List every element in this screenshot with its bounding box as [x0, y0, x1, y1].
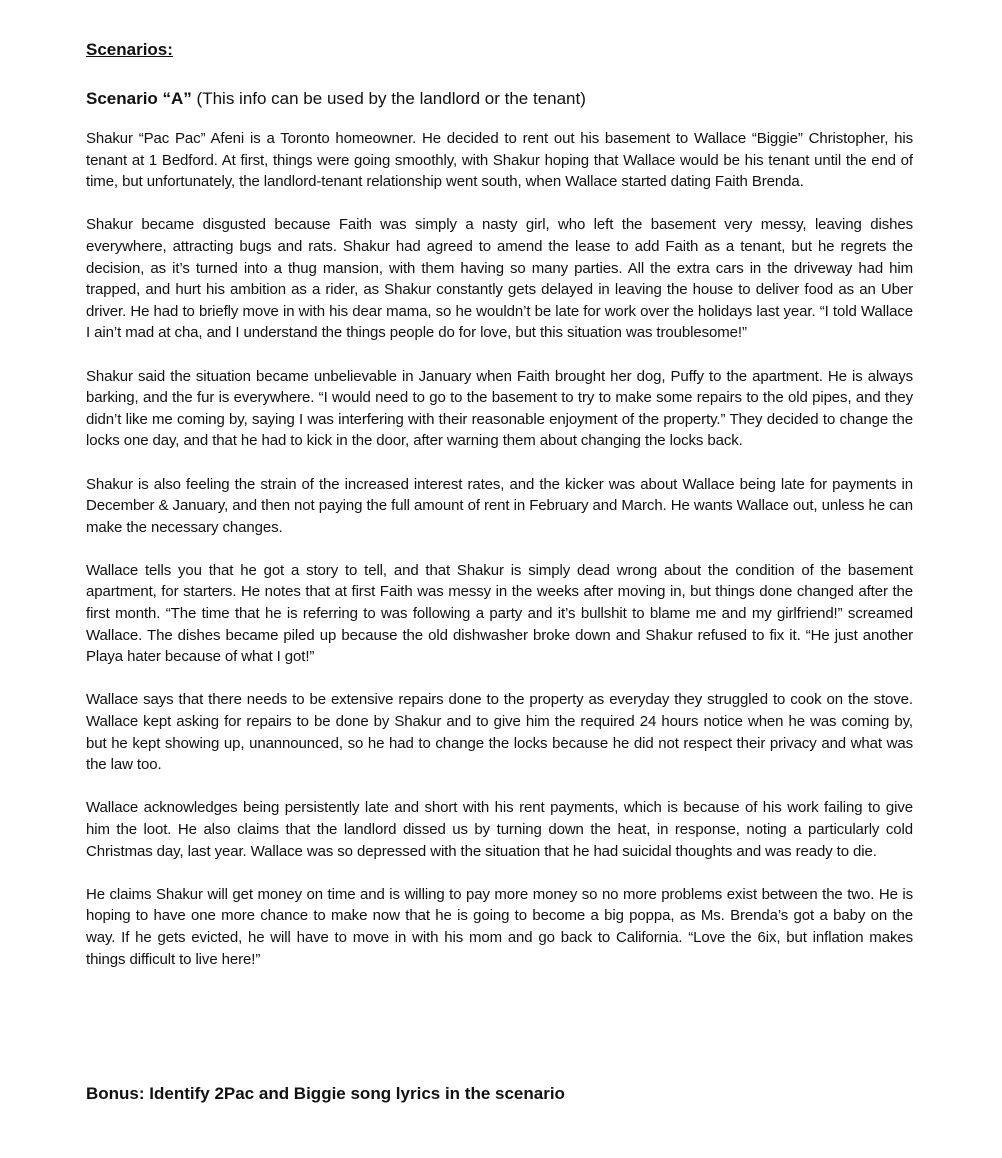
- paragraph-intro: Shakur “Pac Pac” Afeni is a Toronto homeowner. He decided to rent out his basement to Wallace “Biggie” Christopher, his tenant at 1 Bedford. At first, things were going smoothly, with Shakur hoping that Wallace would be his tenant until the end of time, but unfortunately, the landlord-tenant relationship went south, when Wallace started dating Faith Brenda.: [86, 130, 913, 191]
- scenario-title: [86, 87, 913, 111]
- scenarios-heading: Scenarios:: [86, 40, 173, 59]
- paragraph-situation-unbelievable: Shakur said the situation became unbelievable in January when Faith brought her dog, Puffy to the apartment. He is always barking, and the fur is everywhere. “I would need to go to the basement to try to make some repairs to the old pipes, and they didn’t like me coming by, saying I was interfering with their reasonable enjoyment of the property.” They decided to change the locks one day, and that he had to kick in the door, after warning them about changing the locks back.: [86, 367, 913, 450]
- scenario-body: [86, 128, 913, 970]
- paragraph-one-more-chance: He claims Shakur will get money on time and is willing to pay more money so no more problems exist between the two. He is hoping to have one more chance to make now that he is going to become a big poppa, as Ms. Brenda’s got a baby on the way. If he gets evicted, he will have to move in with his mom and go back to California. “Love the 6ix, but inflation makes things difficult to live here!”: [86, 885, 913, 968]
- paragraph-repairs: Wallace says that there needs to be extensive repairs done to the property as everyday they struggled to cook on the stove. Wallace kept asking for repairs to be done by Shakur and to give him the required 24 hours notice when he was coming by, but he kept showing up, unannounced, so he had to change the locks because he did not respect their privacy and what was the law too.: [86, 691, 913, 774]
- scenario-label: Scenario “A”: [86, 89, 192, 108]
- document-page: [86, 38, 913, 1103]
- paragraph-wallace-story: Wallace tells you that he got a story to tell, and that Shakur is simply dead wrong about the condition of the basement apartment, for starters. He notes that at first Faith was messy in the weeks after moving in, but things done changed after the first month. “The time that he is referring to was following a party and it’s bullshit to blame me and my girlfriend!” screamed Wallace. The dishes became piled up because the old dishwasher broke down and Shakur refused to fix it. “He just another Playa hater because of what I got!”: [86, 561, 913, 666]
- scenario-note: (This info can be used by the landlord or the tenant): [196, 89, 586, 108]
- bonus-prompt: Bonus: Identify 2Pac and Biggie song lyrics in the scenario: [86, 1084, 565, 1103]
- paragraph-late-payments: Wallace acknowledges being persistently late and short with his rent payments, which is because of his work failing to give him the loot. He also claims that the landlord dissed us by turning down the heat, in response, noting a particularly cold Christmas day, last year. Wallace was so depressed with the situation that he had suicidal thoughts and was ready to die.: [86, 799, 913, 860]
- paragraph-interest-rates: Shakur is also feeling the strain of the increased interest rates, and the kicker was about Wallace being late for payments in December & January, and then not paying the full amount of rent in February and March. He wants Wallace out, unless he can make the necessary changes.: [86, 475, 913, 536]
- paragraph-shakur-disgusted: Shakur became disgusted because Faith was simply a nasty girl, who left the basement very messy, leaving dishes everywhere, attracting bugs and rats. Shakur had agreed to amend the lease to add Faith as a tenant, but he regrets the decision, as it’s turned into a thug mansion, with them having so many parties. All the extra cars in the driveway had him trapped, and hurt his ambition as a rider, as Shakur constantly gets delayed in leaving the house to deliver food as an Uber driver. He had to briefly move in with his dear mama, so he wouldn’t be late for work over the holidays last year. “I told Wallace I ain’t mad at cha, and I understand the things people do for love, but this situation was troublesome!”: [86, 216, 913, 342]
